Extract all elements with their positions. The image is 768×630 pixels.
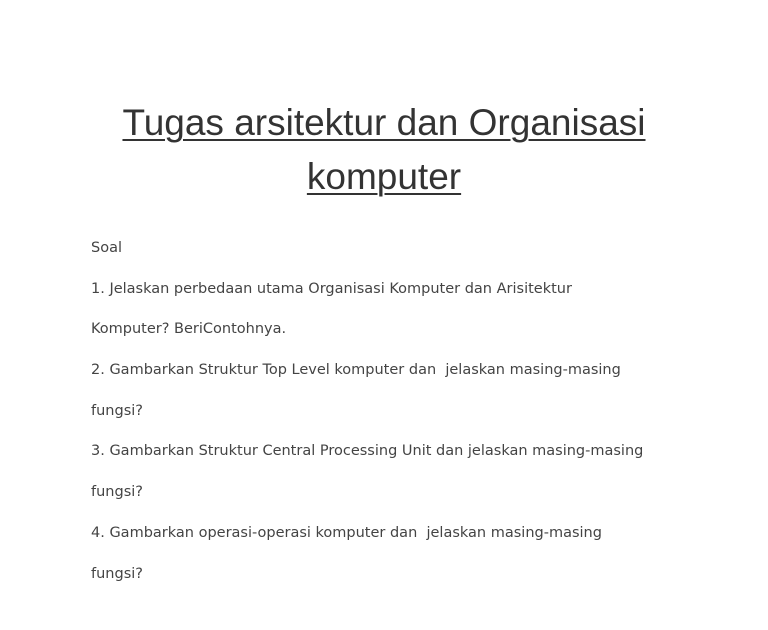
section-heading: Soal (91, 240, 122, 256)
question-3-line-1: 3. Gambarkan Struktur Central Processing Unit dan jelaskan masing-masing (91, 443, 644, 460)
question-4-line-1: 4. Gambarkan operasi-operasi komputer dan jelaskan masing-masing (91, 524, 602, 541)
question-3-line-2: fungsi? (91, 484, 143, 501)
title-line-1: Tugas arsitektur dan Organisasi (122, 102, 646, 143)
question-2-line-2: fungsi? (91, 402, 143, 419)
question-list (91, 237, 731, 603)
title-line-2: komputer (306, 156, 462, 197)
document-title (0, 96, 768, 204)
question-1-line-2: Komputer? BeriContohnya. (91, 321, 287, 338)
question-2-line-1: 2. Gambarkan Struktur Top Level komputer dan jelaskan masing-masing (91, 362, 621, 379)
question-4-line-2: fungsi? (91, 565, 143, 582)
question-1-line-1: 1. Jelaskan perbedaan utama Organisasi Komputer dan Arisitektur (91, 280, 572, 297)
